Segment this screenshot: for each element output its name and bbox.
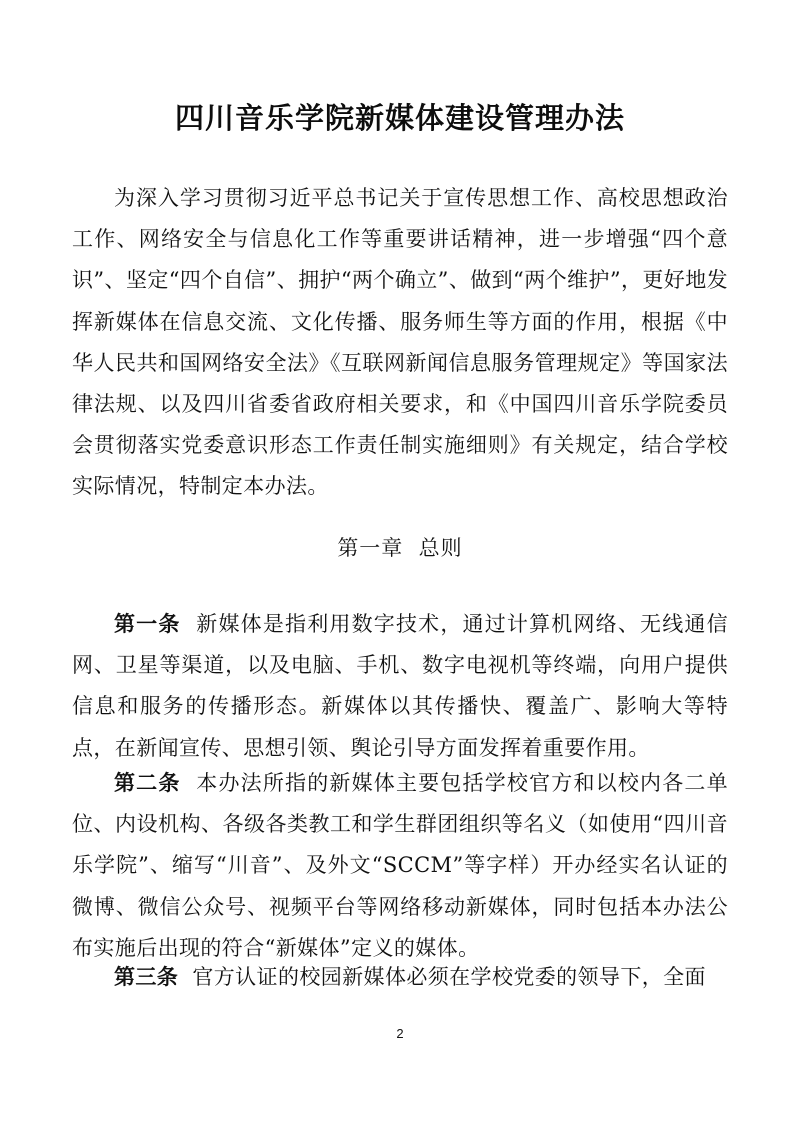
article-3-text: 官方认证的校园新媒体必须在学校党委的领导下，全面 — [192, 965, 706, 989]
article-2 — [72, 763, 728, 969]
document-title: 四川音乐学院新媒体建设管理办法 — [174, 101, 625, 135]
article-3 — [72, 957, 728, 998]
article-2-text: 本办法所指的新媒体主要包括学校官方和以校内各二单位、内设机构、各级各类教工和学生群团组织等名义（如使用“四川音乐学院”、缩写“川音”、及外文“SCCM”等字样）开办经实名认证的微博、微信公众号、视频平台等网络移动新媒体，同时包括本办法公布实施后出现的符合“新媒体”定义的媒体。 — [72, 771, 728, 960]
article-1-label: 第一条 — [114, 612, 181, 636]
article-1 — [72, 604, 728, 769]
article-3-label: 第三条 — [114, 965, 179, 989]
page-number: 2 — [396, 1026, 404, 1041]
article-1-text: 新媒体是指利用数字技术，通过计算机网络、无线通信网、卫星等渠道，以及电脑、手机、数字电视机等终端，向用户提供信息和服务的传播形态。新媒体以其传播快、覆盖广、影响大等特点，在新闻宣传、思想引领、舆论引导方面发挥着重要作用。 — [72, 612, 728, 760]
chapter-heading: 第一章 总则 — [337, 536, 463, 560]
article-2-label: 第二条 — [114, 771, 181, 795]
intro-paragraph: 为深入学习贯彻习近平总书记关于宣传思想工作、高校思想政治工作、网络安全与信息化工作等重要讲话精神，进一步增强“四个意识”、坚定“四个自信”、拥护“两个确立”、做到“两个维护”，更好地发挥新媒体在信息交流、文化传播、服务师生等方面的作用，根据《中华人民共和国网络安全法》《互联网新闻信息服务管理规定》等国家法律法规、以及四川省委省政府相关要求，和《中国四川音乐学院委员会贯彻落实党委意识形态工作责任制实施细则》有关规定，结合学校实际情况，特制定本办法。 — [72, 186, 728, 499]
